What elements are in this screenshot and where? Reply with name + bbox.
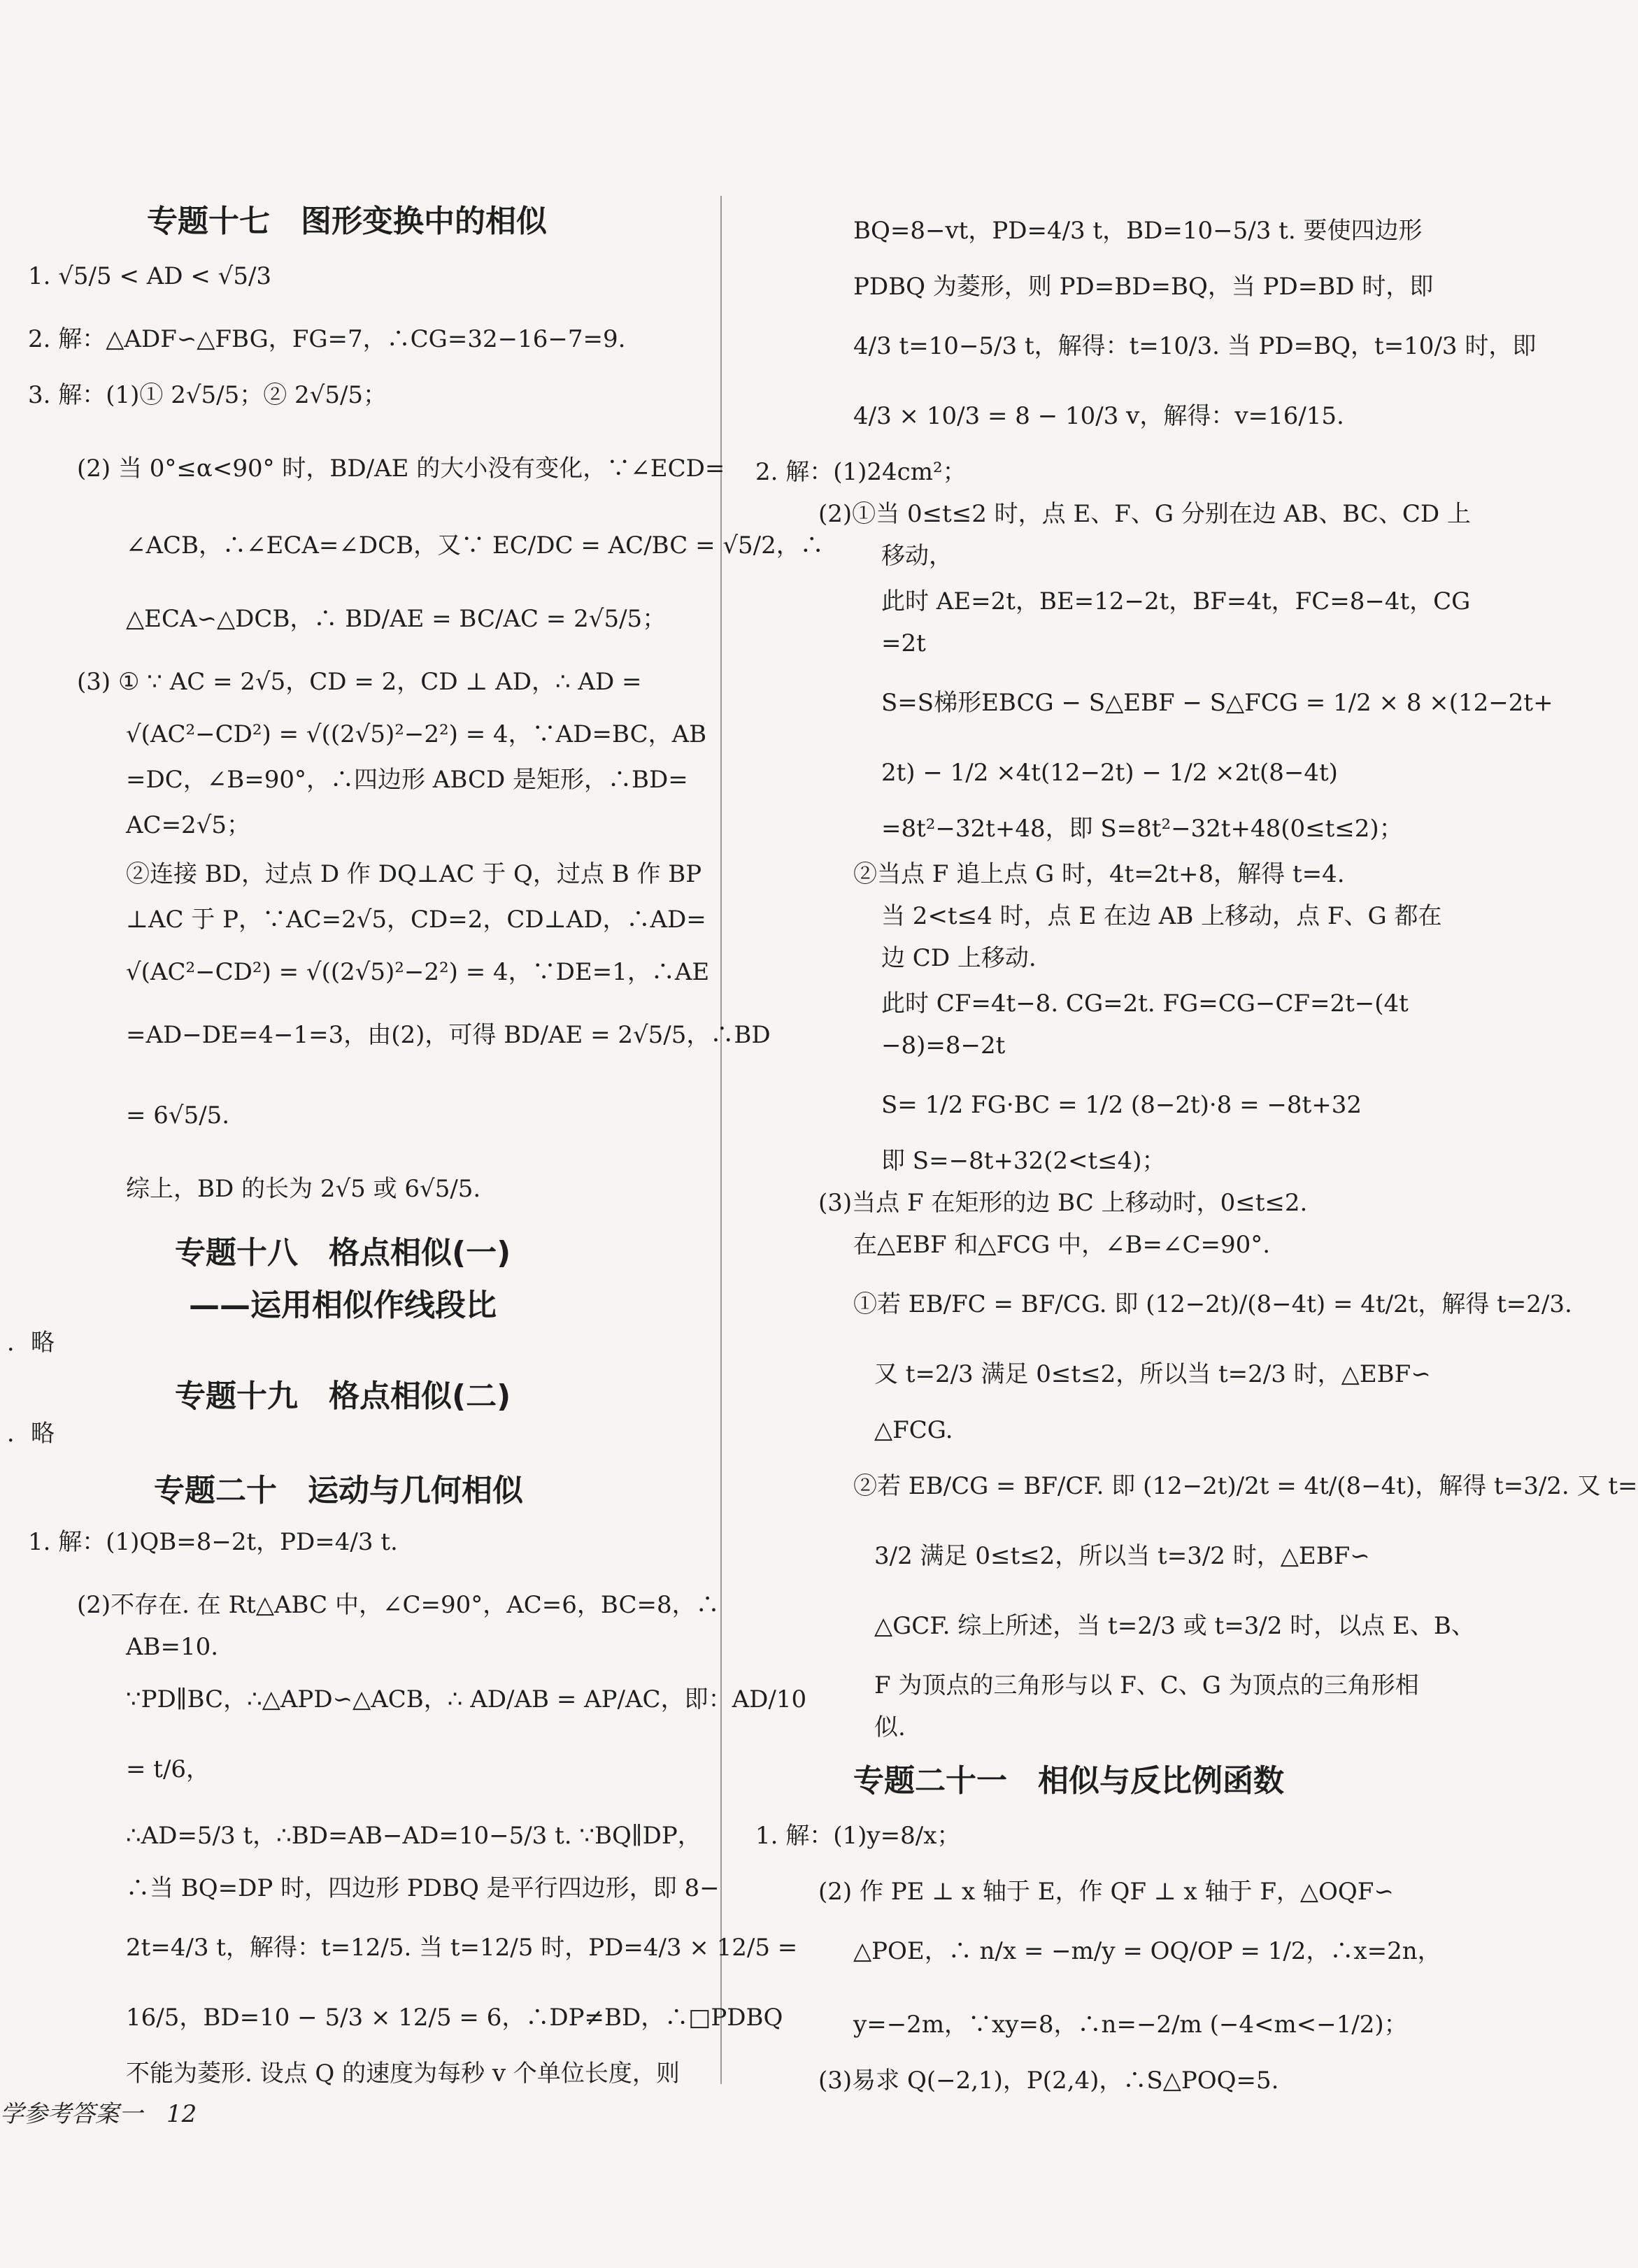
answer-line: (3) ① ∵ AC = 2√5，CD = 2，CD ⊥ AD，∴ AD = — [77, 668, 642, 696]
answer-line: BQ=8−vt，PD=4/3 t，BD=10−5/3 t. 要使四边形 — [853, 217, 1423, 245]
answer-line: 此时 CF=4t−8. CG=2t. FG=CG−CF=2t−(4t — [881, 990, 1409, 1018]
heading-20: 专题二十 运动与几何相似 — [154, 1473, 523, 1509]
answer-line: △ECA∽△DCB，∴ BD/AE = BC/AC = 2√5/5； — [126, 605, 667, 633]
answer-line: ②若 EB/CG = BF/CF. 即 (12−2t)/2t = 4t/(8−4t)，解得 t=3/2. 又 t= — [853, 1472, 1638, 1500]
answer-line: ∠ACB，∴∠ECA=∠DCB，又∵ EC/DC = AC/BC = √5/2，∴ — [126, 532, 824, 559]
answer-line: =AD−DE=4−1=3，由(2)，可得 BD/AE = 2√5/5，∴BD — [126, 1021, 771, 1049]
answer-line: (2) 当 0°≤α<90° 时，BD/AE 的大小没有变化，∵∠ECD= — [77, 455, 725, 483]
answer-line: (3)当点 F 在矩形的边 BC 上移动时，0≤t≤2. — [818, 1189, 1308, 1217]
answer-line: 不能为菱形. 设点 Q 的速度为每秒 v 个单位长度，则 — [126, 2060, 680, 2088]
answer-line: ①若 EB/FC = BF/CG. 即 (12−2t)/(8−4t) = 4t/2t，解得 t=2/3. — [853, 1290, 1572, 1318]
answer-line: AC=2√5； — [126, 811, 250, 839]
heading-17: 专题十七 图形变换中的相似 — [147, 204, 547, 239]
answer-line: = 6√5/5. — [126, 1101, 230, 1129]
heading-18: 专题十八 格点相似(一) — [175, 1235, 511, 1271]
answer-line: (2)不存在. 在 Rt△ABC 中，∠C=90°，AC=6，BC=8，∴ — [77, 1591, 720, 1619]
answer-line: √(AC²−CD²) = √((2√5)²−2²) = 4，∵DE=1，∴AE — [126, 958, 710, 986]
answer-line: =8t²−32t+48，即 S=8t²−32t+48(0≤t≤2)； — [881, 815, 1403, 843]
answer-line: ②当点 F 追上点 G 时，4t=2t+8，解得 t=4. — [853, 860, 1345, 888]
answer-line: 1. 解：(1)y=8/x； — [755, 1822, 961, 1850]
answer-line: △GCF. 综上所述，当 t=2/3 或 t=3/2 时，以点 E、B、 — [874, 1612, 1475, 1640]
answer-line: 当 2<t≤4 时，点 E 在边 AB 上移动，点 F、G 都在 — [881, 902, 1442, 930]
heading-21: 专题二十一 相似与反比例函数 — [853, 1763, 1284, 1799]
answer-line: 4/3 t=10−5/3 t，解得：t=10/3. 当 PD=BQ，t=10/3 时，即 — [853, 332, 1537, 360]
answer-line: 边 CD 上移动. — [881, 944, 1037, 972]
answer-line: 又 t=2/3 满足 0≤t≤2，所以当 t=2/3 时，△EBF∽ — [874, 1360, 1431, 1388]
answer-line: ∴当 BQ=DP 时，四边形 PDBQ 是平行四边形，即 8− — [126, 1874, 720, 1902]
answer-line: 4/3 × 10/3 = 8 − 10/3 v，解得：v=16/15. — [853, 402, 1344, 430]
answer-line: 似. — [874, 1713, 906, 1741]
answer-line: −8)=8−2t — [881, 1032, 1006, 1060]
heading-18-sub: ——运用相似作线段比 — [189, 1288, 497, 1323]
answer-line: ⊥AC 于 P，∵AC=2√5，CD=2，CD⊥AD，∴AD= — [126, 906, 706, 934]
answer-line: 移动， — [881, 542, 953, 570]
answer-line: AB=10. — [126, 1633, 219, 1661]
answer-line: y=−2m，∵xy=8，∴n=−2/m (−4<m<−1/2)； — [853, 2011, 1408, 2039]
page-footer: 学参考答案一 12 — [0, 2100, 197, 2128]
answer-line: 即 S=−8t+32(2<t≤4)； — [881, 1147, 1166, 1175]
answer-line: 3. 解：(1)① 2√5/5；② 2√5/5； — [28, 381, 387, 409]
answer-line: 2t) − 1/2 ×4t(12−2t) − 1/2 ×2t(8−4t) — [881, 759, 1338, 787]
answer-line: (2)①当 0≤t≤2 时，点 E、F、G 分别在边 AB、BC、CD 上 — [818, 500, 1471, 528]
answer-line: 在△EBF 和△FCG 中，∠B=∠C=90°. — [853, 1231, 1271, 1259]
answer-line: (3)易求 Q(−2,1)，P(2,4)，∴S△POQ=5. — [818, 2067, 1279, 2095]
answer-line: ．略 — [7, 1420, 55, 1448]
answer-line: PDBQ 为菱形，则 PD=BD=BQ，当 PD=BD 时，即 — [853, 273, 1434, 301]
answer-line: √(AC²−CD²) = √((2√5)²−2²) = 4，∵AD=BC，AB — [126, 720, 707, 748]
answer-line: 此时 AE=2t，BE=12−2t，BF=4t，FC=8−4t，CG — [881, 587, 1471, 615]
answer-line: 1. √5/5 < AD < √5/3 — [28, 262, 272, 290]
answer-line: (2) 作 PE ⊥ x 轴于 E，作 QF ⊥ x 轴于 F，△OQF∽ — [818, 1878, 1394, 1906]
heading-19: 专题十九 格点相似(二) — [175, 1378, 511, 1414]
answer-line: 16/5，BD=10 − 5/3 × 12/5 = 6，∴DP≠BD，∴□PDBQ — [126, 2004, 783, 2032]
answer-line: S=S梯形EBCG − S△EBF − S△FCG = 1/2 × 8 ×(12−2t+ — [881, 689, 1553, 717]
answer-line: F 为顶点的三角形与以 F、C、G 为顶点的三角形相 — [874, 1671, 1419, 1699]
answer-line: ∴AD=5/3 t，∴BD=AB−AD=10−5/3 t. ∵BQ∥DP， — [126, 1822, 702, 1850]
answer-line: △POE，∴ n/x = −m/y = OQ/OP = 1/2，∴x=2n， — [853, 1937, 1441, 1965]
answer-line: ②连接 BD，过点 D 作 DQ⊥AC 于 Q，过点 B 作 BP — [126, 860, 702, 888]
answer-line: 2t=4/3 t，解得：t=12/5. 当 t=12/5 时，PD=4/3 × 12/5 = — [126, 1934, 798, 1962]
answer-line: = t/6， — [126, 1755, 211, 1783]
answer-line: 2. 解：△ADF∽△FBG，FG=7，∴CG=32−16−7=9. — [28, 325, 626, 353]
answer-line: =2t — [881, 629, 926, 657]
answer-line: △FCG. — [874, 1416, 953, 1444]
answer-line: 2. 解：(1)24cm²； — [755, 458, 967, 486]
answer-line: S= 1/2 FG·BC = 1/2 (8−2t)·8 = −8t+32 — [881, 1091, 1362, 1119]
answer-line: 3/2 满足 0≤t≤2，所以当 t=3/2 时，△EBF∽ — [874, 1542, 1370, 1570]
answer-line: ．略 — [7, 1329, 55, 1357]
answer-line: =DC，∠B=90°，∴四边形 ABCD 是矩形，∴BD= — [126, 766, 688, 794]
answer-line: 综上，BD 的长为 2√5 或 6√5/5. — [126, 1175, 481, 1203]
answer-line: 1. 解：(1)QB=8−2t，PD=4/3 t. — [28, 1528, 398, 1556]
answer-line: ∵PD∥BC，∴△APD∽△ACB，∴ AD/AB = AP/AC，即：AD/10 — [126, 1685, 807, 1713]
